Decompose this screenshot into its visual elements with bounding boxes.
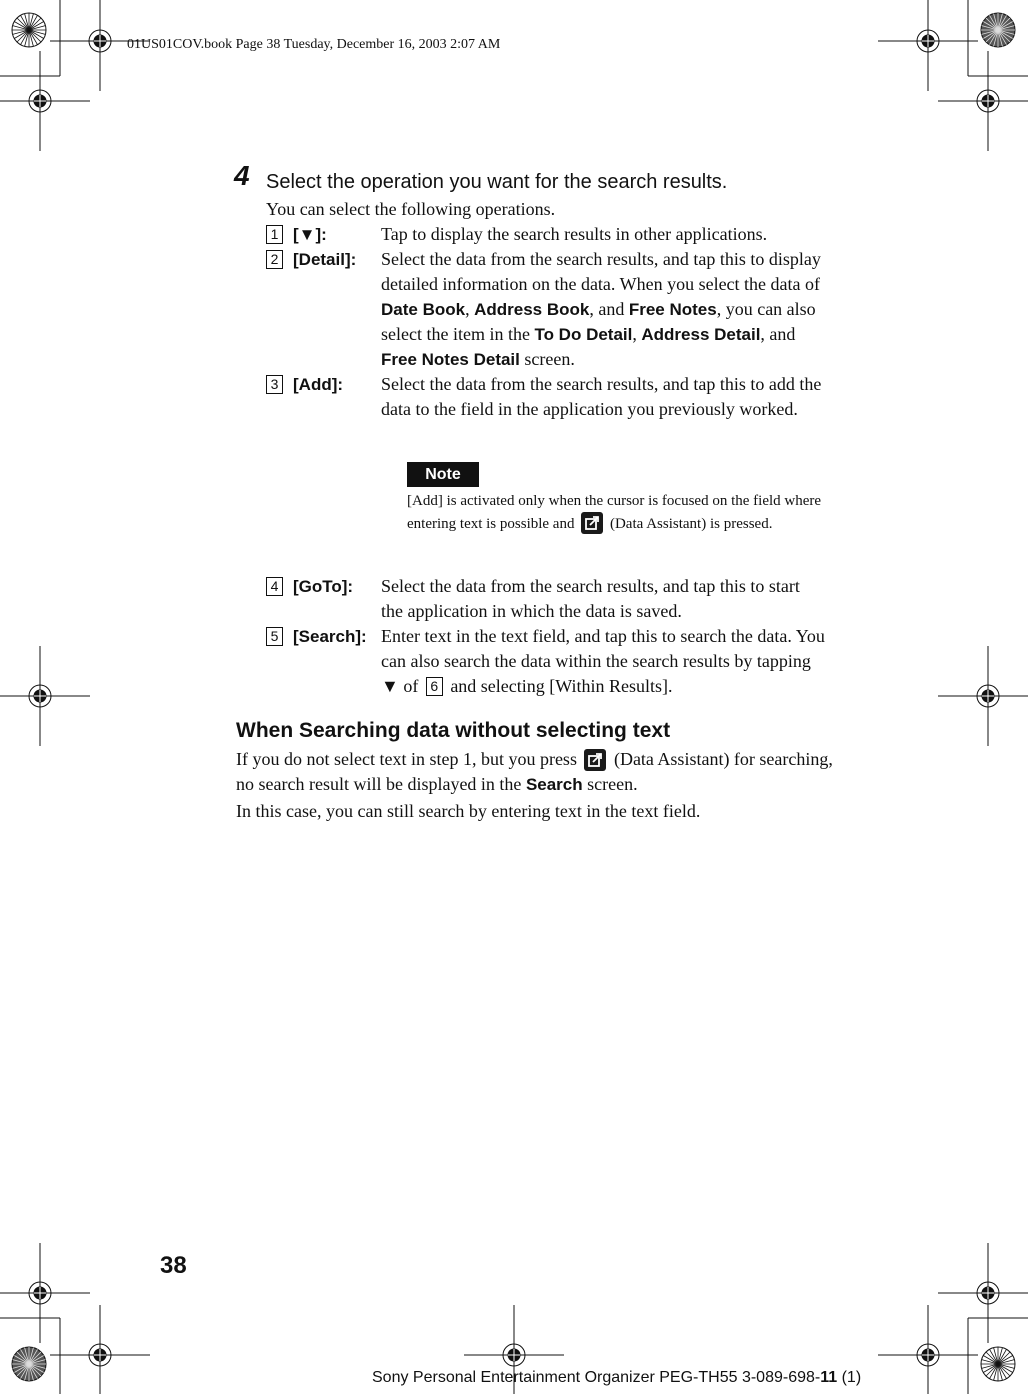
callout-number: 4 xyxy=(266,577,283,596)
registration-mark-icon xyxy=(0,1243,90,1343)
operation-desc: Tap to display the search results in other applications. xyxy=(381,224,768,244)
section-heading: When Searching data without selecting text xyxy=(236,719,671,742)
color-wheel-icon xyxy=(12,1347,46,1381)
color-wheel-icon xyxy=(981,1347,1015,1381)
operation-row-menu xyxy=(266,222,826,247)
operation-desc: Select the data from the search results, and tap this to display detailed information on the data. When you select the data of Date Book, Address Book, and Free Notes, you can also select the item in the To Do Detail, Address Detail, and Free Notes Detail screen. xyxy=(381,249,821,369)
operation-label: [Detail]: xyxy=(293,250,357,269)
section-paragraph-1: If you do not select text in step 1, but you press (Data Assistant) for searching, no search result will be displayed in the Search screen. xyxy=(236,749,833,794)
section-paragraph-2: In this case, you can still search by entering text in the text field. xyxy=(236,801,701,821)
registration-mark-icon xyxy=(878,1305,978,1394)
color-wheel-icon xyxy=(981,13,1015,47)
page-number: 38 xyxy=(160,1252,187,1279)
crop-header: 01US01COV.book Page 38 Tuesday, December 16, 2003 2:07 AM xyxy=(127,37,501,52)
step-title: Select the operation you want for the search results. xyxy=(266,171,728,193)
data-assistant-icon xyxy=(581,512,603,534)
registration-mark-icon xyxy=(938,51,1028,151)
step-number: 4 xyxy=(234,160,250,191)
operation-label: [GoTo]: xyxy=(293,577,354,596)
registration-mark-icon xyxy=(938,646,1028,746)
note-text: [Add] is activated only when the cursor is focused on the field where entering text is possible and (Data Assistant) is pressed. xyxy=(407,493,822,532)
operation-desc: Select the data from the search results, and tap this to start the application in which the data is saved. xyxy=(381,576,800,621)
operation-desc: Select the data from the search results, and tap this to add the data to the field in the application you previously worked. xyxy=(381,374,822,419)
color-wheel-icon xyxy=(12,13,46,47)
data-assistant-icon xyxy=(584,749,606,771)
registration-mark-icon xyxy=(938,1243,1028,1343)
operation-label: [Search]: xyxy=(293,627,367,646)
note-badge: Note xyxy=(407,462,479,487)
operation-row-add xyxy=(266,372,826,447)
callout-number: 5 xyxy=(266,627,283,646)
registration-mark-icon xyxy=(878,0,978,91)
step-intro: You can select the following operations. xyxy=(266,199,556,219)
callout-number: 2 xyxy=(266,250,283,269)
callout-number: 1 xyxy=(266,225,283,244)
operation-label: [▼]: xyxy=(293,225,327,244)
operation-row-detail xyxy=(266,247,826,372)
registration-mark-icon xyxy=(50,1305,150,1394)
callout-number: 6 xyxy=(426,677,443,696)
registration-mark-icon xyxy=(0,51,90,151)
registration-mark-icon xyxy=(0,646,90,746)
operation-row-goto xyxy=(266,574,826,624)
operation-label: [Add]: xyxy=(293,375,344,394)
callout-number: 3 xyxy=(266,375,283,394)
footer: Sony Personal Entertainment Organizer PEG-TH55 3-089-698-11 (1) xyxy=(372,1369,862,1386)
operation-desc: Enter text in the text field, and tap this to search the data. You can also search the data within the search results by tapping ▼ of 6 and selecting [Within Results]. xyxy=(381,626,825,696)
operation-row-search xyxy=(266,624,826,699)
